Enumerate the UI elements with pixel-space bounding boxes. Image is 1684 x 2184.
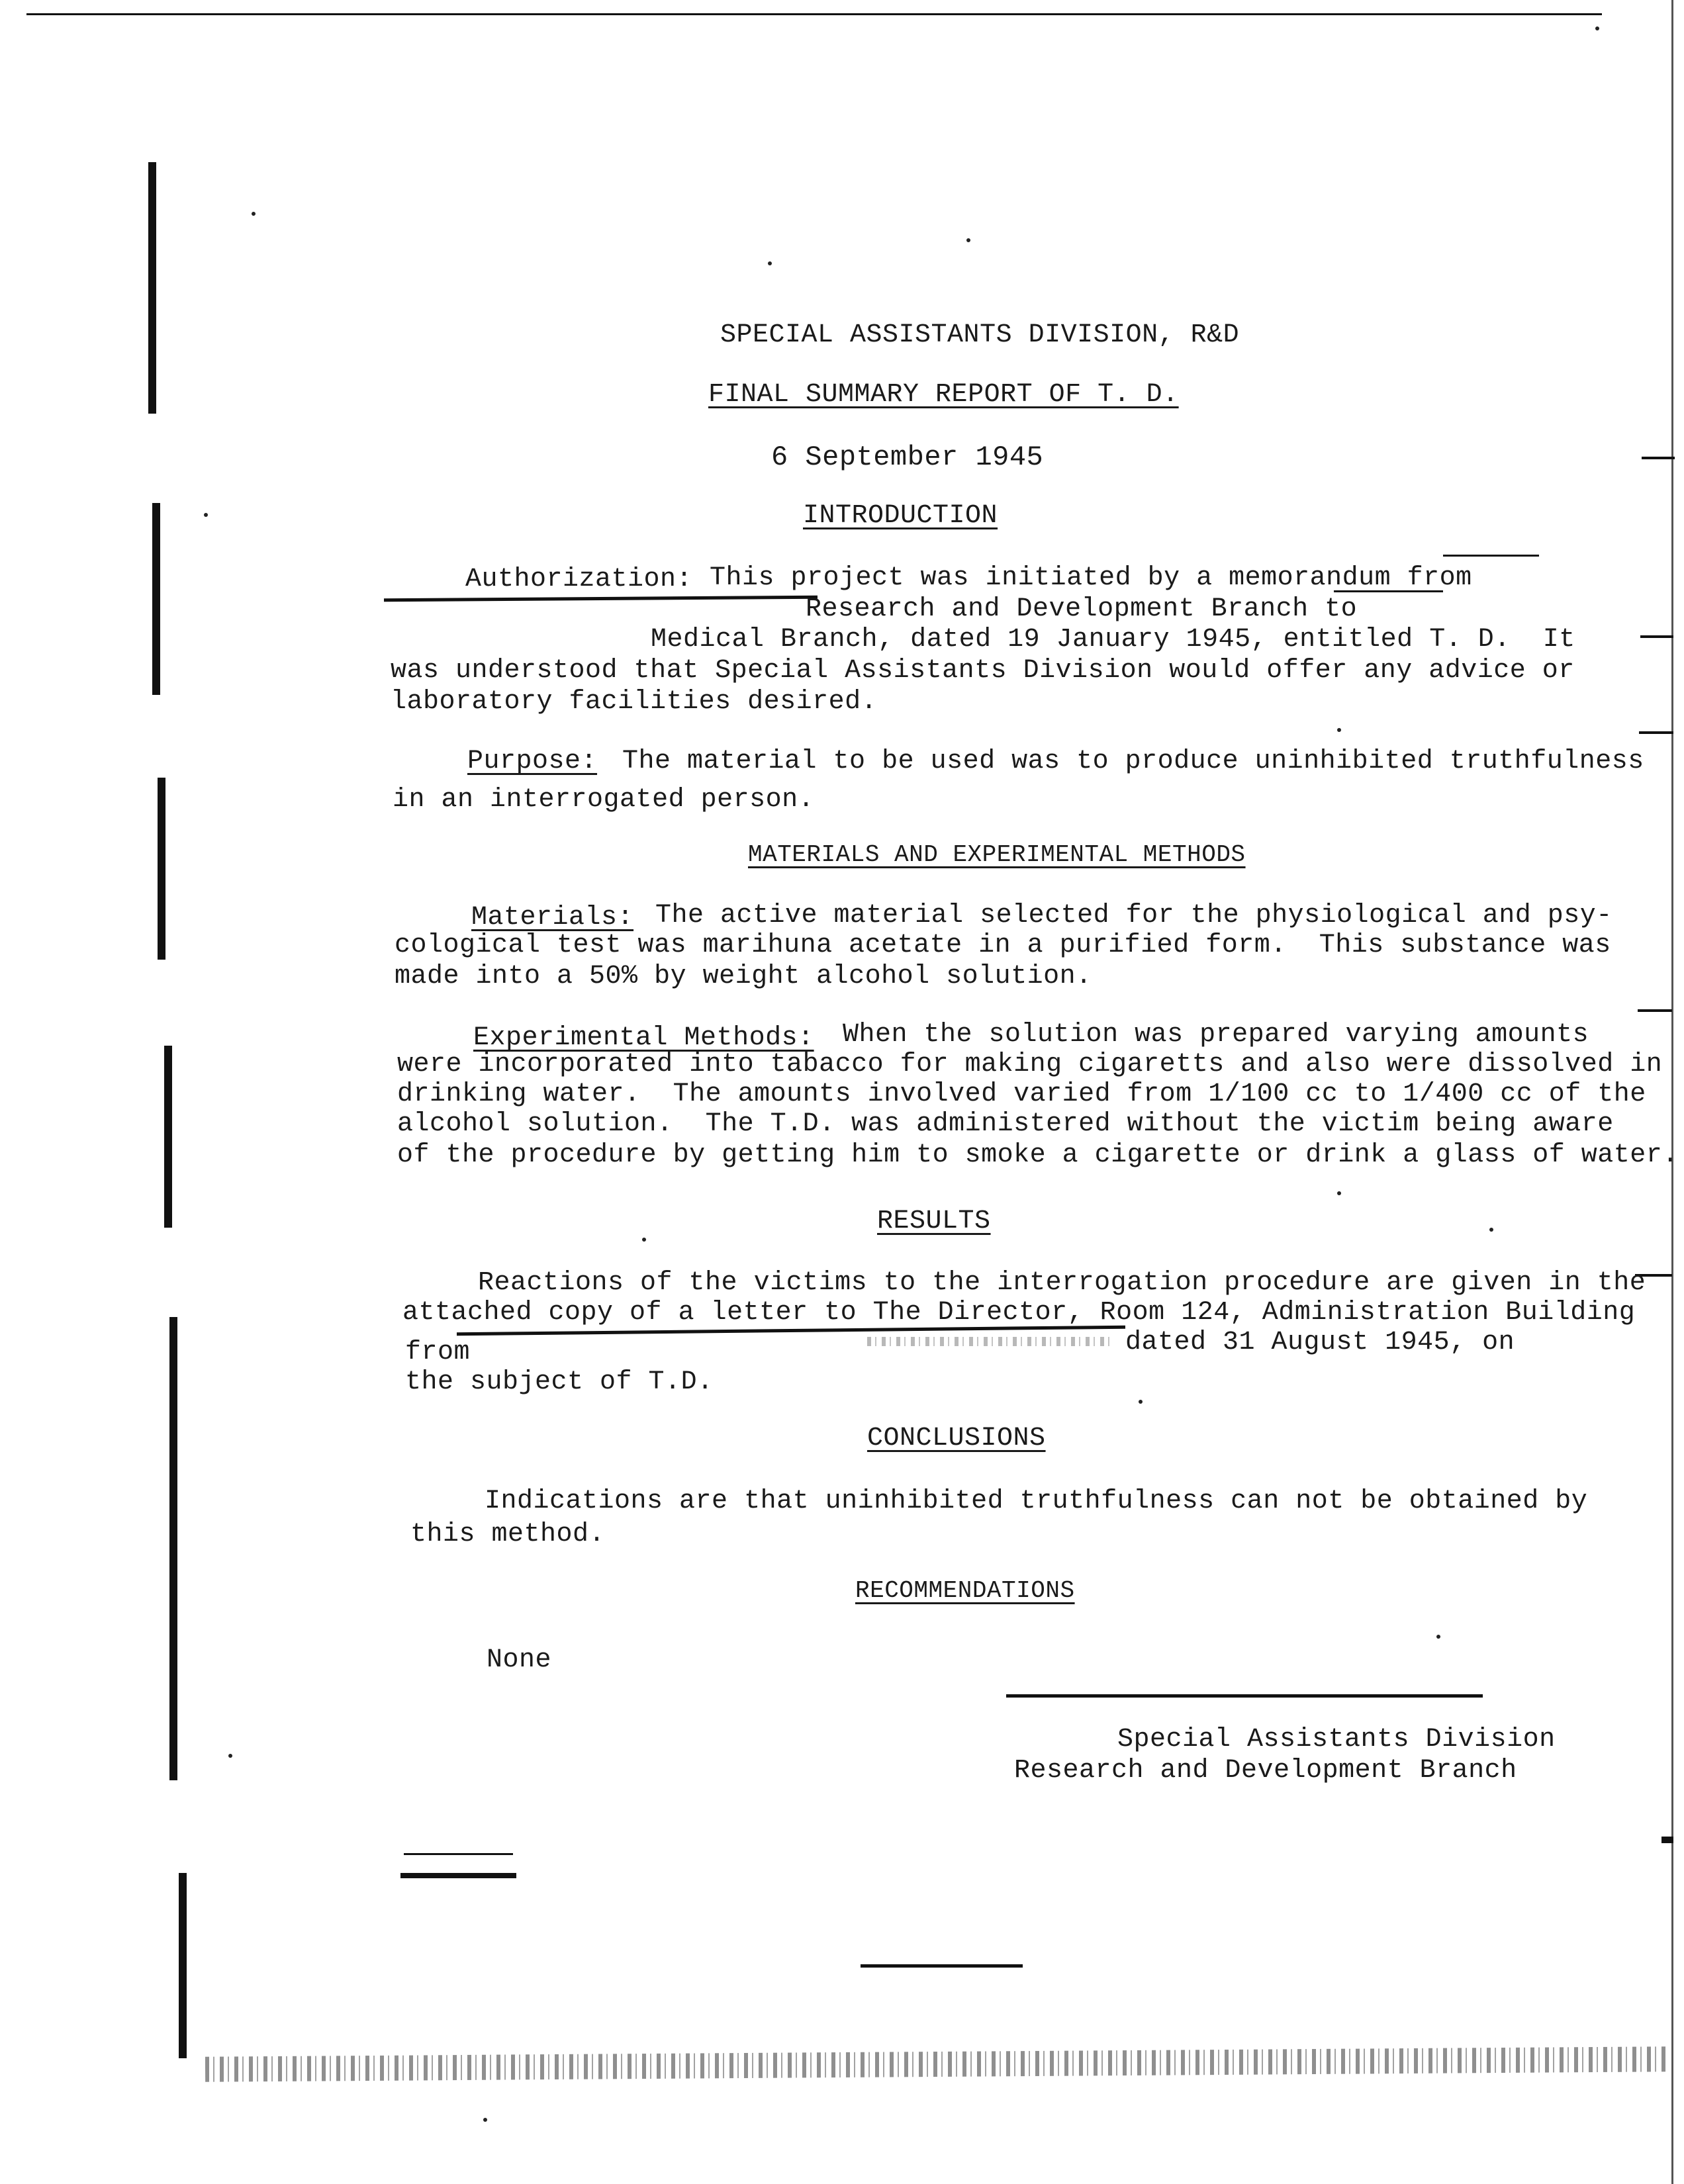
speckle [204, 513, 208, 517]
authorization-underline [384, 596, 818, 602]
report-title: FINAL SUMMARY REPORT OF T. D. [708, 380, 1179, 410]
margin-bar [148, 162, 156, 414]
results-text: the subject of T.D. [405, 1367, 714, 1397]
materials-text: cological test was marihuna acetate in a purified form. This substance was [395, 931, 1611, 960]
margin-mark [1639, 731, 1673, 734]
margin-mark [1640, 635, 1673, 638]
redacted-sender [867, 1337, 1112, 1346]
recommendations-heading: RECOMMENDATIONS [855, 1577, 1075, 1604]
materials-text: The active material selected for the physiological and psy- [655, 901, 1613, 931]
speckle [1337, 1191, 1341, 1195]
conclusions-text: Indications are that uninhibited truthfulness can not be obtained by [485, 1486, 1588, 1516]
authorization-text: Medical Branch, dated 19 January 1945, entitled T. D. It [651, 625, 1575, 655]
methods-text: alcohol solution. The T.D. was administered without the victim being aware [397, 1109, 1614, 1139]
bottom-rule [861, 1964, 1023, 1968]
purpose-label: Purpose: [467, 747, 598, 776]
speckle [1489, 1228, 1493, 1232]
division-heading: SPECIAL ASSISTANTS DIVISION, R&D [720, 320, 1240, 350]
materials-text: made into a 50% by weight alcohol solution. [395, 962, 1092, 991]
speckle [228, 1754, 232, 1758]
results-text: from [405, 1338, 471, 1367]
methods-text: were incorporated into tabacco for making cigaretts and also were dissolved in [397, 1050, 1663, 1079]
bottom-rule [404, 1853, 513, 1855]
signature-line-1: Special Assistants Division [1117, 1725, 1556, 1754]
methods-text: When the solution was prepared varying amounts [843, 1020, 1589, 1050]
speckle [483, 2118, 487, 2122]
recommendations-text: None [487, 1645, 552, 1675]
speckle [252, 212, 256, 216]
authorization-text: Research and Development Branch to [806, 594, 1358, 624]
speckle [1139, 1400, 1143, 1404]
scan-noise [205, 2046, 1668, 2081]
purpose-text: The material to be used was to produce uninhibited truthfulness [622, 747, 1644, 776]
results-heading: RESULTS [877, 1206, 991, 1236]
materials-heading: MATERIALS AND EXPERIMENTAL METHODS [748, 841, 1246, 868]
bottom-rule [400, 1873, 516, 1878]
speckle [768, 261, 772, 265]
methods-text: drinking water. The amounts involved varied from 1/100 cc to 1/400 cc of the [397, 1079, 1646, 1109]
introduction-heading: INTRODUCTION [803, 501, 998, 531]
authorization-text: This project was initiated by a memorandum from [710, 563, 1472, 593]
speckle [1595, 26, 1599, 30]
speckle [642, 1238, 646, 1242]
margin-mark [1661, 1837, 1673, 1843]
margin-mark [1642, 457, 1675, 459]
signature-line-2: Research and Development Branch [1014, 1756, 1517, 1786]
margin-mark [1638, 1009, 1672, 1012]
speckle [966, 238, 970, 242]
margin-bar [169, 1317, 177, 1780]
speckle [1337, 728, 1341, 732]
conclusions-heading: CONCLUSIONS [867, 1424, 1046, 1453]
conclusions-text: this method. [410, 1520, 606, 1549]
report-date: 6 September 1945 [771, 441, 1044, 473]
signature-rule [1006, 1694, 1483, 1698]
authorization-label: Authorization: [465, 565, 693, 594]
speckle [1436, 1635, 1440, 1639]
methods-text: of the procedure by getting him to smoke a cigarette or drink a glass of water. [397, 1140, 1679, 1170]
margin-bar [152, 503, 160, 695]
right-edge [1671, 0, 1673, 2184]
results-text: attached copy of a letter to The Director, Room 124, Administration Building [402, 1298, 1636, 1328]
margin-bar [179, 1873, 187, 2058]
authorization-text: laboratory facilities desired. [391, 687, 878, 717]
materials-label: Materials: [471, 903, 634, 933]
results-text: Reactions of the victims to the interrogation procedure are given in the [478, 1268, 1646, 1298]
results-text: dated 31 August 1945, on [1125, 1328, 1515, 1357]
methods-label: Experimental Methods: [473, 1023, 814, 1053]
authorization-text: was understood that Special Assistants Division would offer any advice or [391, 656, 1575, 686]
purpose-text: in an interrogated person. [393, 785, 815, 815]
redaction-rule [1443, 555, 1539, 557]
margin-bar [164, 1046, 172, 1228]
margin-bar [158, 778, 165, 960]
top-rule [26, 13, 1602, 15]
